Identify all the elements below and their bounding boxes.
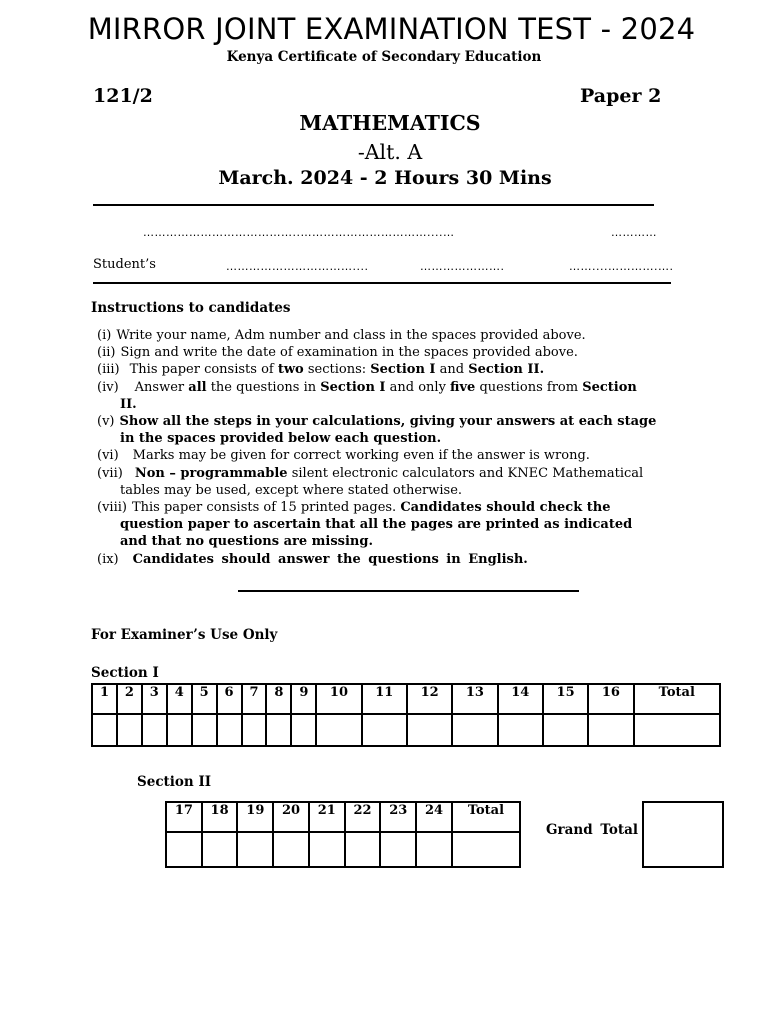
instruction-continuation	[97, 533, 677, 550]
section1-score-cell[interactable]	[117, 714, 142, 746]
section1-header-cell: 1	[92, 684, 117, 714]
instruction-text	[135, 379, 677, 396]
section1-header-cell: 7	[242, 684, 267, 714]
instruction-number: (viii)	[97, 500, 127, 516]
section2-label: Section II	[137, 774, 212, 790]
section1-score-cell[interactable]	[266, 714, 291, 746]
section1-score-cell[interactable]	[316, 714, 361, 746]
instruction-number: (iv)	[97, 379, 119, 395]
grand-total-box[interactable]	[642, 801, 724, 868]
fields-divider	[93, 282, 671, 284]
text-run: This paper consists of	[129, 362, 278, 378]
text-run: This paper consists of 15 printed pages.	[131, 500, 401, 516]
section1-header-cell: 16	[588, 684, 633, 714]
instruction-number: (ix)	[97, 551, 119, 567]
section2-score-cell[interactable]	[452, 832, 520, 867]
section1-score-cell[interactable]	[92, 714, 117, 746]
section2-score-cell[interactable]	[380, 832, 416, 867]
bold-run: Show all the steps in your calculations, giving your answers at each stage	[119, 414, 657, 430]
examiner-heading: For Examiner’s Use Only	[91, 627, 278, 643]
section2-header-cell: 18	[202, 802, 238, 832]
bold-run: two	[277, 362, 304, 378]
section1-score-cell[interactable]	[242, 714, 267, 746]
instruction-text: Write your name, Adm number and class in the spaces provided above.	[116, 328, 586, 343]
paper-code: 121/2	[93, 85, 153, 107]
section1-header-cell: 10	[316, 684, 361, 714]
section1-score-cell[interactable]	[217, 714, 242, 746]
section1-header-cell: 6	[217, 684, 242, 714]
instruction-number: (ii)	[97, 345, 116, 361]
bold-run: Section II.	[468, 362, 545, 378]
section2-header-row	[166, 802, 520, 832]
section2-score-cell[interactable]	[202, 832, 238, 867]
section1-header-cell: 2	[117, 684, 142, 714]
instruction-item	[97, 344, 677, 361]
name-field-dots[interactable]: …………………………………..……………………………....…	[143, 226, 455, 239]
section2-score-cell[interactable]	[345, 832, 381, 867]
section2-header-cell: 23	[380, 802, 416, 832]
section1-score-cell[interactable]	[167, 714, 192, 746]
section1-label: Section I	[91, 665, 159, 681]
section1-header-cell: 14	[498, 684, 543, 714]
instruction-text	[130, 361, 677, 378]
instruction-continuation: tables may be used, except where stated otherwise.	[120, 482, 463, 498]
section2-score-row	[166, 832, 520, 867]
instruction-text: Marks may be given for correct working even if the answer is wrong.	[132, 448, 590, 464]
instruction-text	[120, 413, 678, 430]
text-run: and	[435, 362, 469, 378]
class-field-dots[interactable]: ………………….	[420, 260, 505, 273]
section2-marks-table	[165, 801, 521, 868]
section1-header-cell: 11	[362, 684, 407, 714]
exam-title: MIRROR JOINT EXAMINATION TEST - 2024	[87, 12, 696, 46]
date-field-dots[interactable]: ……....………….….	[569, 260, 674, 273]
instructions-divider	[238, 590, 579, 592]
bold-run: Section I	[320, 379, 386, 395]
section2-header-cell: 22	[345, 802, 381, 832]
text-run: the questions in	[206, 379, 321, 395]
text-run: Answer	[134, 379, 189, 395]
bold-run: all	[188, 379, 207, 395]
section2-header-cell: 17	[166, 802, 202, 832]
section2-score-cell[interactable]	[166, 832, 202, 867]
section1-score-row	[92, 714, 720, 746]
instruction-continuation	[97, 516, 677, 533]
instruction-item	[97, 499, 677, 516]
text-run: silent electronic calculators and KNEC Mathematical	[287, 465, 644, 481]
instruction-item	[97, 361, 677, 378]
exam-date-duration: March. 2024 - 2 Hours 30 Mins	[218, 167, 552, 189]
section2-score-cell[interactable]	[237, 832, 273, 867]
subject-title: MATHEMATICS	[299, 111, 481, 135]
instruction-number: (i)	[97, 328, 112, 343]
instruction-item	[97, 413, 677, 430]
section1-score-cell[interactable]	[452, 714, 497, 746]
section2-header-cell: Total	[452, 802, 520, 832]
section1-header-cell: 15	[543, 684, 588, 714]
section2-header-cell: 19	[237, 802, 273, 832]
section1-header-cell: 8	[266, 684, 291, 714]
bold-run: Candidates should answer the questions in English.	[132, 551, 528, 567]
grand-total-label: Grand Total	[546, 822, 638, 838]
section1-score-cell[interactable]	[634, 714, 720, 746]
signature-field-dots[interactable]: ……………………………....	[226, 260, 369, 273]
instruction-number: (v)	[97, 414, 115, 430]
section1-score-cell[interactable]	[543, 714, 588, 746]
bold-run: in the spaces provided below each question.	[120, 431, 442, 447]
section2-header-cell: 24	[416, 802, 452, 832]
instruction-text	[132, 499, 677, 516]
section1-header-cell: 9	[291, 684, 316, 714]
instruction-number: (iii)	[97, 362, 120, 378]
instruction-text: Sign and write the date of examination in the spaces provided above.	[120, 345, 578, 361]
instruction-item	[97, 465, 677, 482]
bold-run: question paper to ascertain that all the pages are printed as indicated	[120, 517, 633, 533]
section1-header-cell: Total	[634, 684, 720, 714]
header-divider	[93, 204, 654, 206]
instructions-list	[97, 327, 677, 568]
text-run: questions from	[475, 379, 583, 395]
section1-header-cell: 13	[452, 684, 497, 714]
section2-header-cell: 21	[309, 802, 345, 832]
section1-score-cell[interactable]	[142, 714, 167, 746]
text-run: sections:	[303, 362, 371, 378]
section1-score-cell[interactable]	[362, 714, 407, 746]
instruction-text	[135, 465, 677, 482]
section1-score-cell[interactable]	[291, 714, 316, 746]
subject-alt: -Alt. A	[357, 140, 423, 164]
instruction-continuation	[97, 396, 677, 413]
instruction-item	[97, 447, 677, 464]
adm-field-dots[interactable]: …………	[611, 226, 657, 239]
bold-run: Candidates should check the	[400, 500, 611, 516]
instruction-number: (vi)	[97, 448, 119, 464]
bold-run: Section	[582, 379, 637, 395]
bold-run: Section I	[370, 362, 436, 378]
text-run: and only	[385, 379, 451, 395]
instruction-item	[97, 327, 677, 344]
section2-score-cell[interactable]	[416, 832, 452, 867]
instruction-number: (vii)	[97, 465, 123, 481]
section1-score-cell[interactable]	[192, 714, 217, 746]
section2-header-cell: 20	[273, 802, 309, 832]
instructions-heading: Instructions to candidates	[91, 300, 291, 316]
section1-header-cell: 12	[407, 684, 452, 714]
bold-run: and that no questions are missing.	[120, 534, 373, 550]
instruction-continuation	[97, 430, 677, 447]
section1-header-cell: 5	[192, 684, 217, 714]
exam-subtitle: Kenya Certificate of Secondary Education	[226, 49, 542, 65]
instruction-item	[97, 379, 677, 396]
section1-header-cell: 3	[142, 684, 167, 714]
instruction-item	[97, 551, 677, 568]
section1-score-cell[interactable]	[407, 714, 452, 746]
section2-score-cell[interactable]	[309, 832, 345, 867]
section1-score-cell[interactable]	[588, 714, 633, 746]
paper-number: Paper 2	[580, 85, 662, 107]
section2-score-cell[interactable]	[273, 832, 309, 867]
bold-run: Non – programmable	[134, 465, 288, 481]
bold-run: five	[450, 379, 476, 395]
section1-score-cell[interactable]	[498, 714, 543, 746]
bold-run: II.	[120, 396, 137, 412]
section1-header-cell: 4	[167, 684, 192, 714]
section1-header-row	[92, 684, 720, 714]
section1-marks-table	[91, 683, 721, 747]
instruction-text	[133, 551, 528, 568]
student-label: Student’s	[93, 257, 156, 272]
